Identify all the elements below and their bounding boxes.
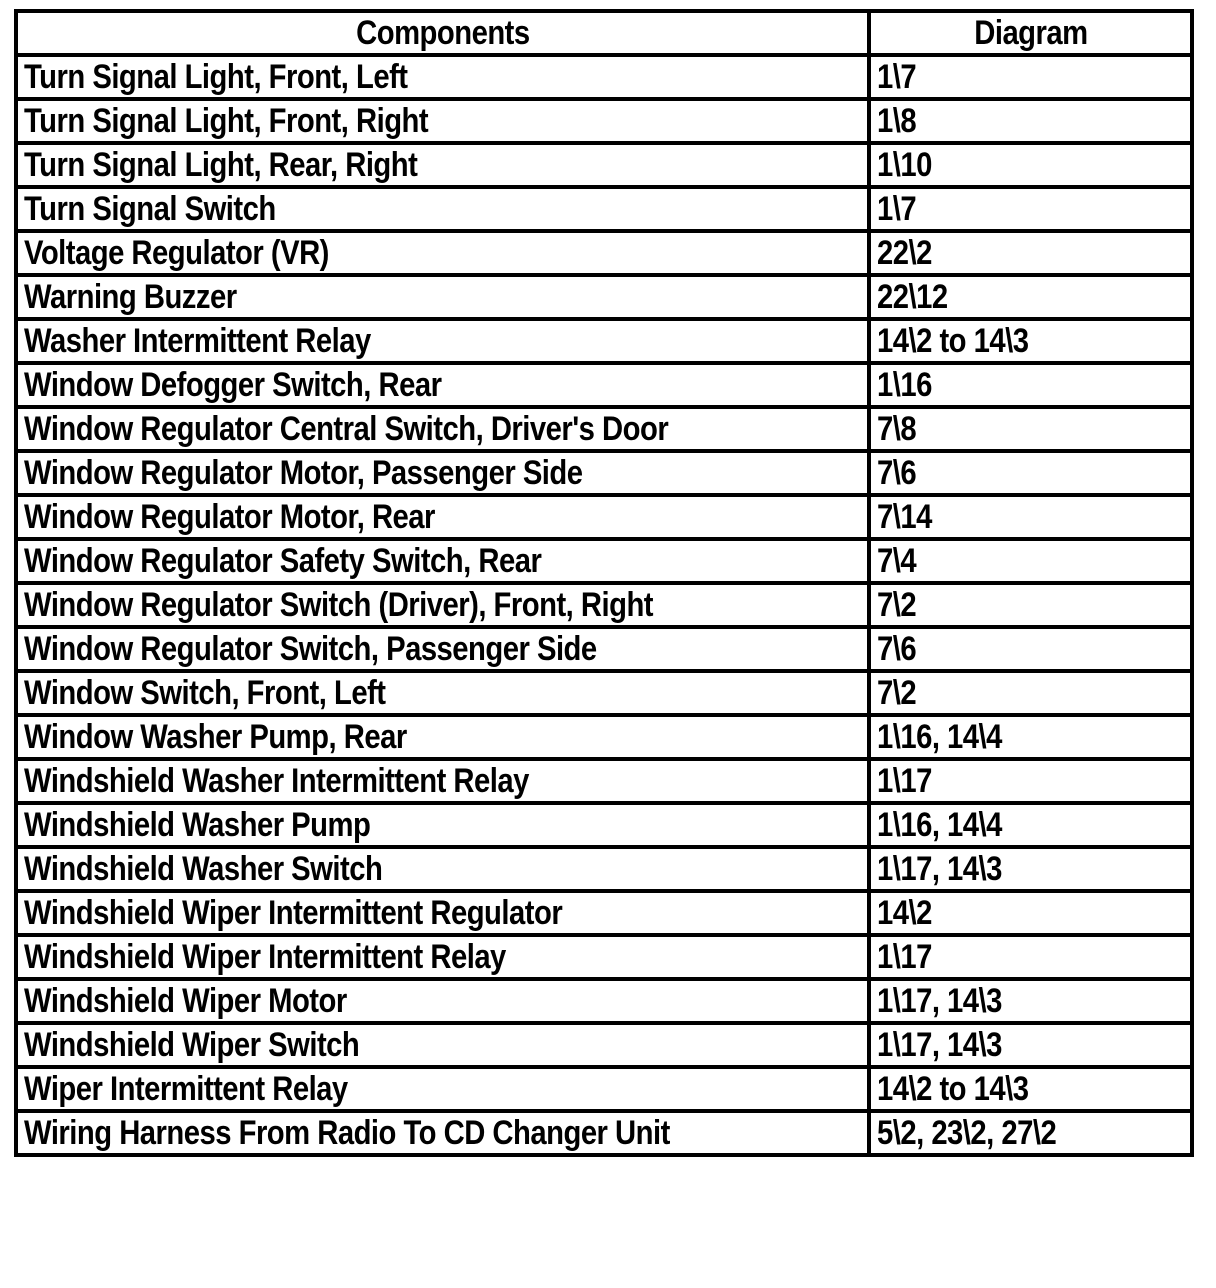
table-row [16, 55, 1192, 99]
component-cell [16, 143, 869, 187]
table-row [16, 935, 1192, 979]
components-column-header [16, 11, 869, 55]
diagram-cell [869, 451, 1192, 495]
diagram-reference: 1\16 [877, 366, 932, 404]
component-cell [16, 1111, 869, 1155]
component-name: Turn Signal Light, Front, Right [24, 102, 429, 140]
table-row [16, 451, 1192, 495]
diagram-cell [869, 715, 1192, 759]
diagram-cell [869, 99, 1192, 143]
diagram-cell [869, 539, 1192, 583]
component-cell [16, 407, 869, 451]
component-cell [16, 451, 869, 495]
component-name: Window Regulator Safety Switch, Rear [24, 542, 542, 580]
table-row [16, 319, 1192, 363]
diagram-cell [869, 187, 1192, 231]
components-table [14, 9, 1194, 1157]
diagram-reference: 7\14 [877, 498, 932, 536]
diagram-cell [869, 1111, 1192, 1155]
diagram-cell [869, 627, 1192, 671]
diagram-reference: 1\17 [877, 938, 932, 976]
diagram-reference: 1\8 [877, 102, 917, 140]
diagram-reference: 14\2 to 14\3 [877, 322, 1029, 360]
diagram-cell [869, 1023, 1192, 1067]
component-name: Wiring Harness From Radio To CD Changer Unit [24, 1114, 670, 1152]
table-row [16, 275, 1192, 319]
table-row [16, 99, 1192, 143]
diagram-reference: 1\10 [877, 146, 932, 184]
component-cell [16, 1023, 869, 1067]
diagram-reference: 1\17, 14\3 [877, 850, 1002, 888]
diagram-reference: 14\2 [877, 894, 932, 932]
component-cell [16, 715, 869, 759]
component-name: Window Regulator Central Switch, Driver's Door [24, 410, 669, 448]
component-name: Window Switch, Front, Left [24, 674, 386, 712]
diagram-cell [869, 583, 1192, 627]
diagram-cell [869, 363, 1192, 407]
component-name: Windshield Wiper Intermittent Relay [24, 938, 506, 976]
diagram-column-header [869, 11, 1192, 55]
header-row [16, 11, 1192, 55]
component-cell [16, 847, 869, 891]
component-cell [16, 319, 869, 363]
component-name: Window Washer Pump, Rear [24, 718, 407, 756]
table-row [16, 1067, 1192, 1111]
diagram-cell [869, 143, 1192, 187]
diagram-reference: 14\2 to 14\3 [877, 1070, 1029, 1108]
diagram-reference: 7\8 [877, 410, 917, 448]
diagram-reference: 7\4 [877, 542, 917, 580]
table-row [16, 759, 1192, 803]
table-row [16, 847, 1192, 891]
component-cell [16, 627, 869, 671]
table-row [16, 187, 1192, 231]
diagram-cell [869, 891, 1192, 935]
component-cell [16, 935, 869, 979]
diagram-reference: 22\12 [877, 278, 948, 316]
component-name: Windshield Washer Switch [24, 850, 383, 888]
component-name: Windshield Wiper Motor [24, 982, 347, 1020]
diagram-cell [869, 759, 1192, 803]
diagram-reference: 7\6 [877, 454, 917, 492]
diagram-reference: 1\17, 14\3 [877, 982, 1002, 1020]
component-cell [16, 275, 869, 319]
diagram-reference: 1\17 [877, 762, 932, 800]
diagram-reference: 5\2, 23\2, 27\2 [877, 1114, 1057, 1152]
component-cell [16, 187, 869, 231]
component-cell [16, 759, 869, 803]
diagram-cell [869, 847, 1192, 891]
diagram-reference: 1\16, 14\4 [877, 806, 1002, 844]
component-cell [16, 539, 869, 583]
component-cell [16, 979, 869, 1023]
component-name: Warning Buzzer [24, 278, 237, 316]
component-name: Windshield Wiper Switch [24, 1026, 360, 1064]
table-row [16, 539, 1192, 583]
components-header-label: Components [355, 14, 530, 52]
component-name: Washer Intermittent Relay [24, 322, 371, 360]
table-row [16, 671, 1192, 715]
diagram-cell [869, 671, 1192, 715]
component-cell [16, 671, 869, 715]
table-row [16, 979, 1192, 1023]
component-cell [16, 363, 869, 407]
table-row [16, 231, 1192, 275]
component-cell [16, 495, 869, 539]
component-name: Turn Signal Switch [24, 190, 276, 228]
diagram-cell [869, 275, 1192, 319]
diagram-cell [869, 803, 1192, 847]
diagram-reference: 1\7 [877, 58, 917, 96]
diagram-cell [869, 979, 1192, 1023]
diagram-cell [869, 319, 1192, 363]
diagram-cell [869, 495, 1192, 539]
diagram-reference: 7\2 [877, 586, 917, 624]
diagram-reference: 1\17, 14\3 [877, 1026, 1002, 1064]
diagram-reference: 1\7 [877, 190, 917, 228]
table-row [16, 143, 1192, 187]
component-name: Window Regulator Switch (Driver), Front, Right [24, 586, 654, 624]
diagram-reference: 7\6 [877, 630, 917, 668]
table-row [16, 715, 1192, 759]
diagram-cell [869, 55, 1192, 99]
component-cell [16, 99, 869, 143]
diagram-reference: 22\2 [877, 234, 932, 272]
component-cell [16, 803, 869, 847]
table-row [16, 583, 1192, 627]
component-cell [16, 891, 869, 935]
diagram-reference: 7\2 [877, 674, 917, 712]
component-index-sheet [14, 9, 1190, 1157]
component-name: Windshield Wiper Intermittent Regulator [24, 894, 563, 932]
component-name: Windshield Washer Intermittent Relay [24, 762, 529, 800]
component-cell [16, 55, 869, 99]
component-cell [16, 583, 869, 627]
diagram-cell [869, 407, 1192, 451]
table-row [16, 1111, 1192, 1155]
component-name: Window Defogger Switch, Rear [24, 366, 442, 404]
diagram-header-label: Diagram [973, 14, 1088, 52]
component-name: Turn Signal Light, Front, Left [24, 58, 408, 96]
table-row [16, 627, 1192, 671]
table-row [16, 1023, 1192, 1067]
component-cell [16, 1067, 869, 1111]
diagram-cell [869, 1067, 1192, 1111]
component-name: Wiper Intermittent Relay [24, 1070, 348, 1108]
table-row [16, 495, 1192, 539]
component-cell [16, 231, 869, 275]
diagram-reference: 1\16, 14\4 [877, 718, 1002, 756]
table-row [16, 407, 1192, 451]
diagram-cell [869, 231, 1192, 275]
component-name: Windshield Washer Pump [24, 806, 371, 844]
table-row [16, 803, 1192, 847]
table-row [16, 891, 1192, 935]
component-name: Window Regulator Motor, Passenger Side [24, 454, 583, 492]
diagram-cell [869, 935, 1192, 979]
component-name: Window Regulator Switch, Passenger Side [24, 630, 597, 668]
component-name: Turn Signal Light, Rear, Right [24, 146, 418, 184]
component-name: Voltage Regulator (VR) [24, 234, 329, 272]
component-name: Window Regulator Motor, Rear [24, 498, 435, 536]
table-row [16, 363, 1192, 407]
